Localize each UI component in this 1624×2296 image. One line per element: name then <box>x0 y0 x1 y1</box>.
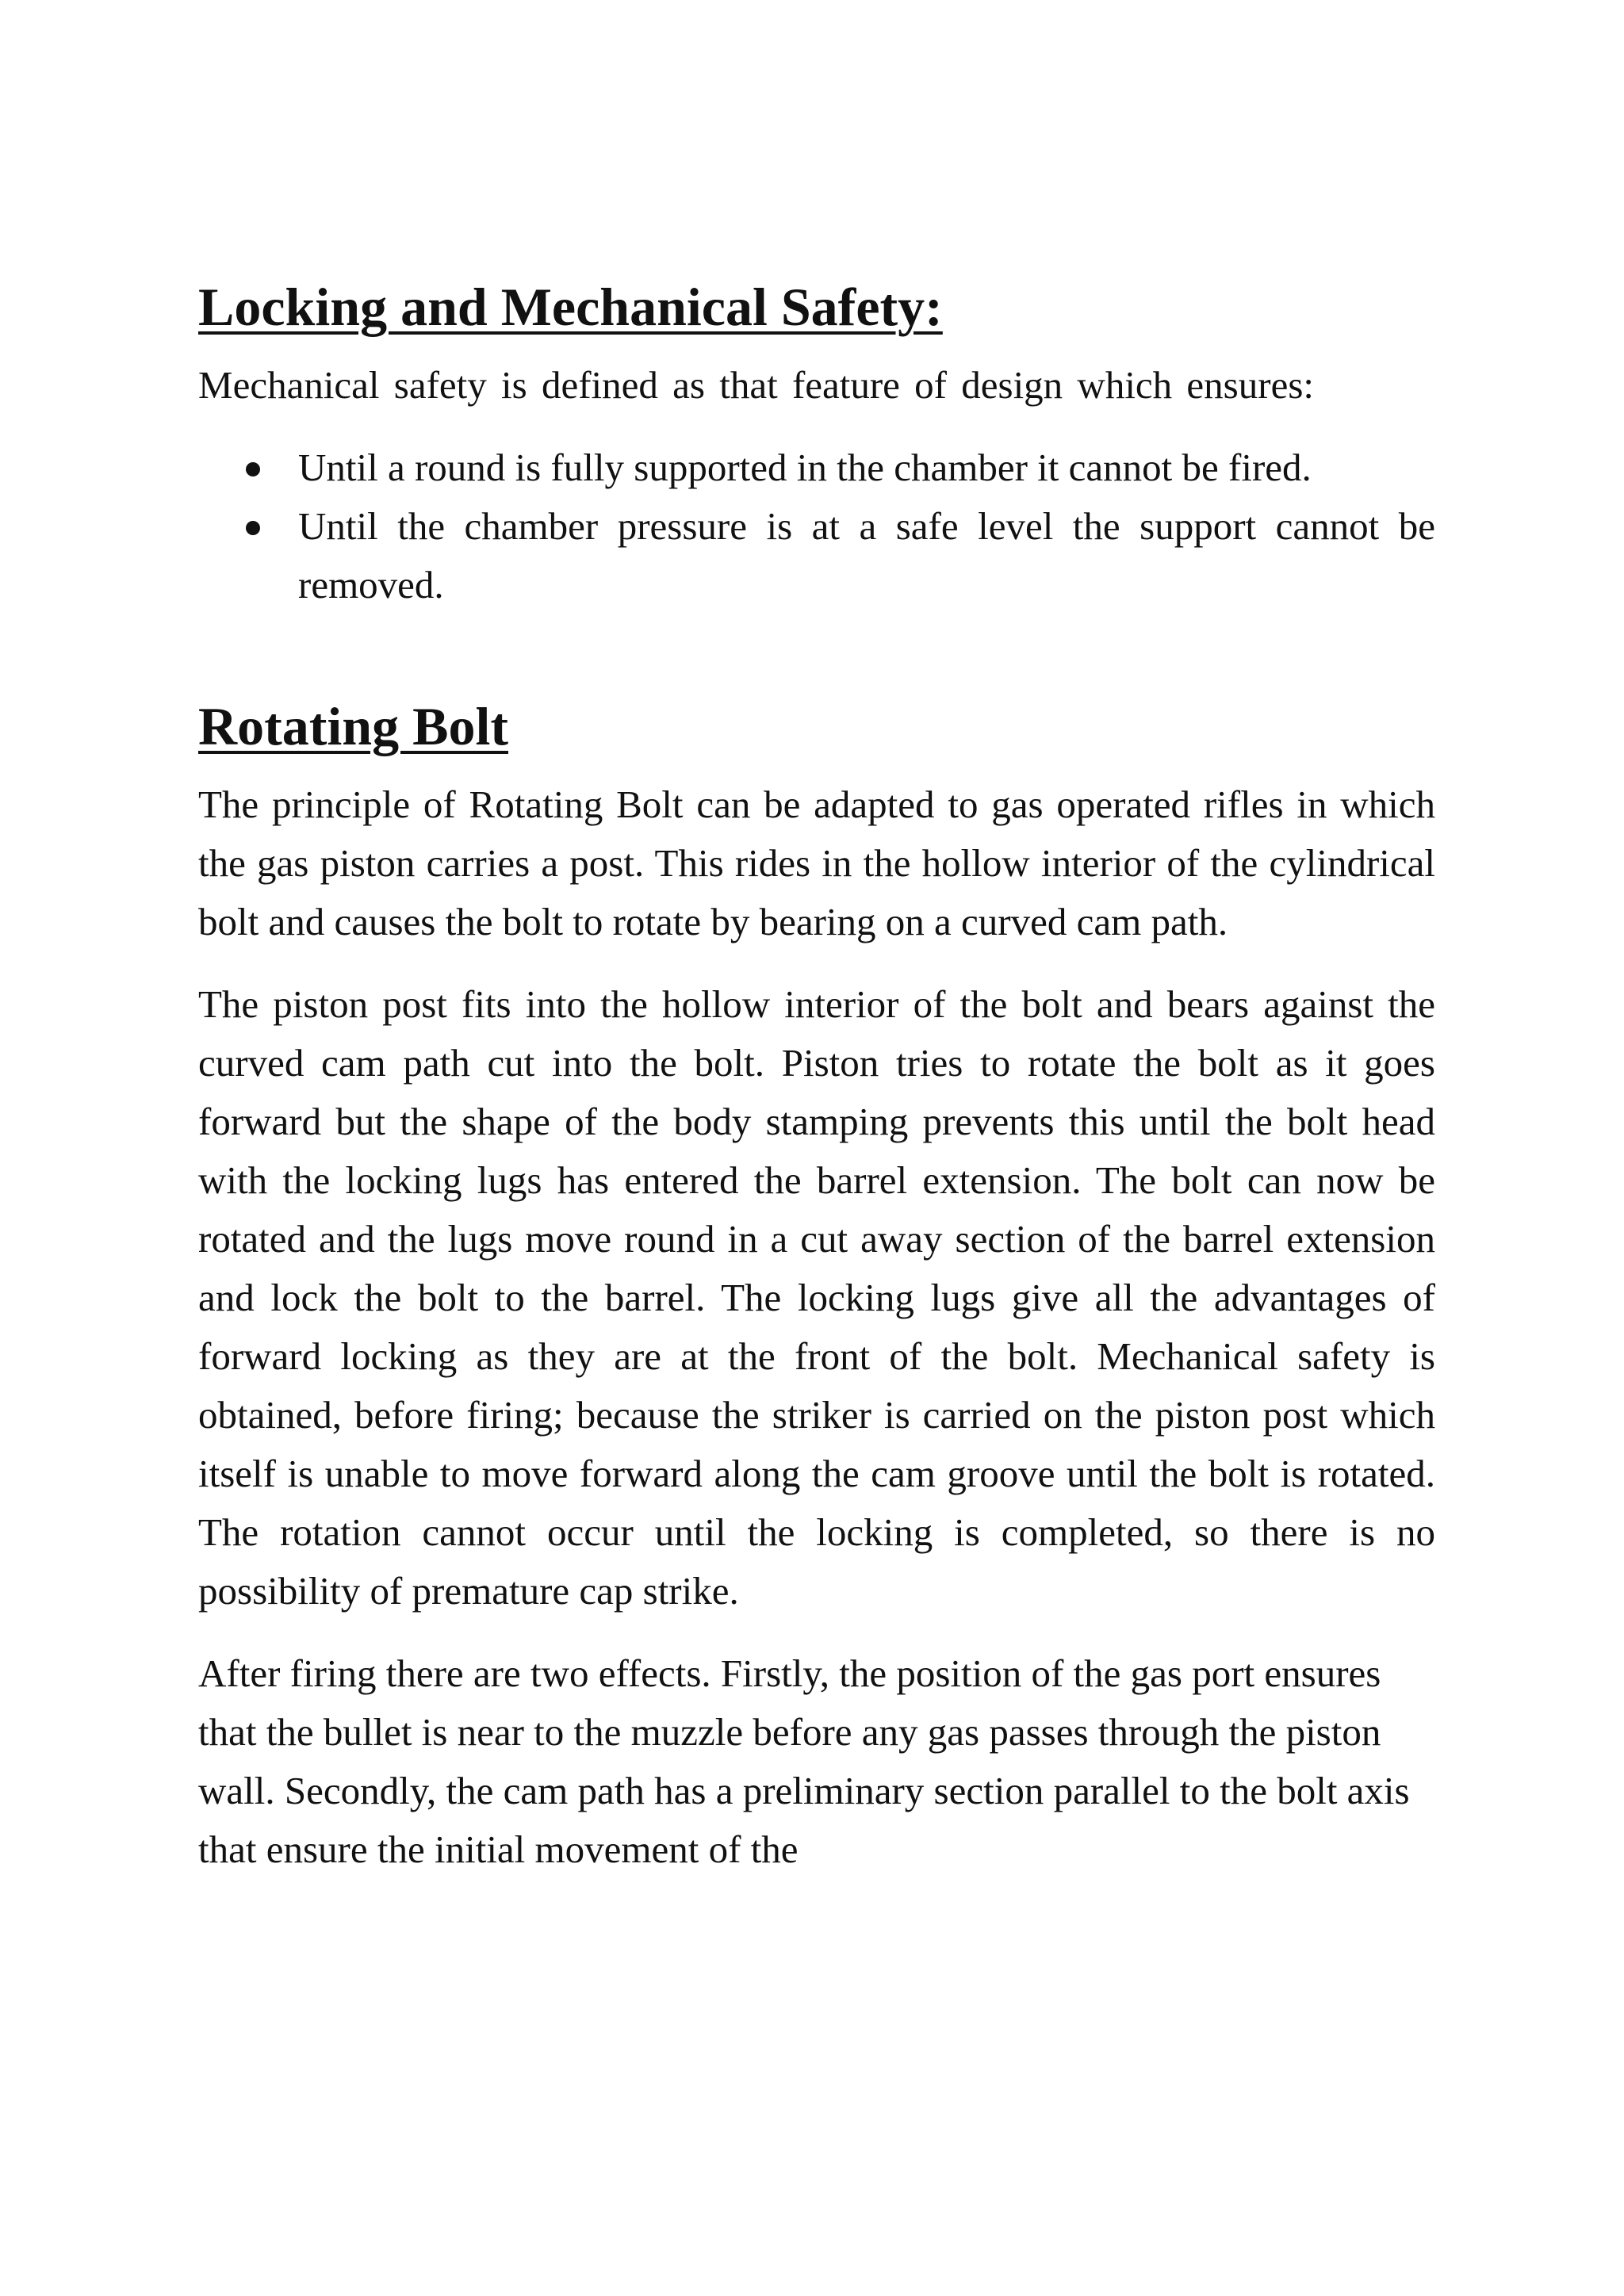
section-heading: Locking and Mechanical Safety: <box>198 277 943 337</box>
bullet-text: Until a round is fully supported in the chamber it cannot be fired. <box>298 445 1312 489</box>
bullet-text: Until the chamber pressure is at a safe level the support cannot be removed. <box>298 503 1435 607</box>
paragraph: After firing there are two effects. Firstly, the position of the gas port ensures that the bullet is near to the muzzle before any gas passes through the piston wall. Secondly, the cam path has a preliminary section parallel to the bolt axis that ensure the initial movement of the <box>198 1651 1410 1871</box>
bullet-icon <box>246 521 260 535</box>
section-locking-mechanical-safety <box>198 277 1435 614</box>
paragraph: The principle of Rotating Bolt can be adapted to gas operated rifles in which the gas piston carries a post. This rides in the hollow interior of the cylindrical bolt and causes the bolt to rotate by bearing on a curved cam path. <box>198 782 1435 943</box>
bullet-item <box>198 497 1435 614</box>
document-page <box>198 277 1435 1903</box>
section-rotating-bolt <box>198 697 1435 1879</box>
bullet-list <box>198 438 1435 614</box>
paragraph: The piston post fits into the hollow interior of the bolt and bears against the curved cam path cut into the bolt. Piston tries to rotate the bolt as it goes forward but the shape of the body stamping prevents this until the bolt head with the locking lugs has entered the barrel extension. The bolt can now be rotated and the lugs move round in a cut away section of the barrel extension and lock the bolt to the barrel. The locking lugs give all the advantages of forward locking as they are at the front of the bolt. Mechanical safety is obtained, before firing; because the striker is carried on the piston post which itself is unable to move forward along the cam groove until the bolt is rotated. The rotation cannot occur until the locking is completed, so there is no possibility of premature cap strike. <box>198 982 1435 1613</box>
bullet-item <box>198 438 1435 497</box>
bullet-icon <box>246 462 260 476</box>
section-heading: Rotating Bolt <box>198 695 508 756</box>
intro-paragraph: Mechanical safety is defined as that feature of design which ensures: <box>198 362 1314 407</box>
